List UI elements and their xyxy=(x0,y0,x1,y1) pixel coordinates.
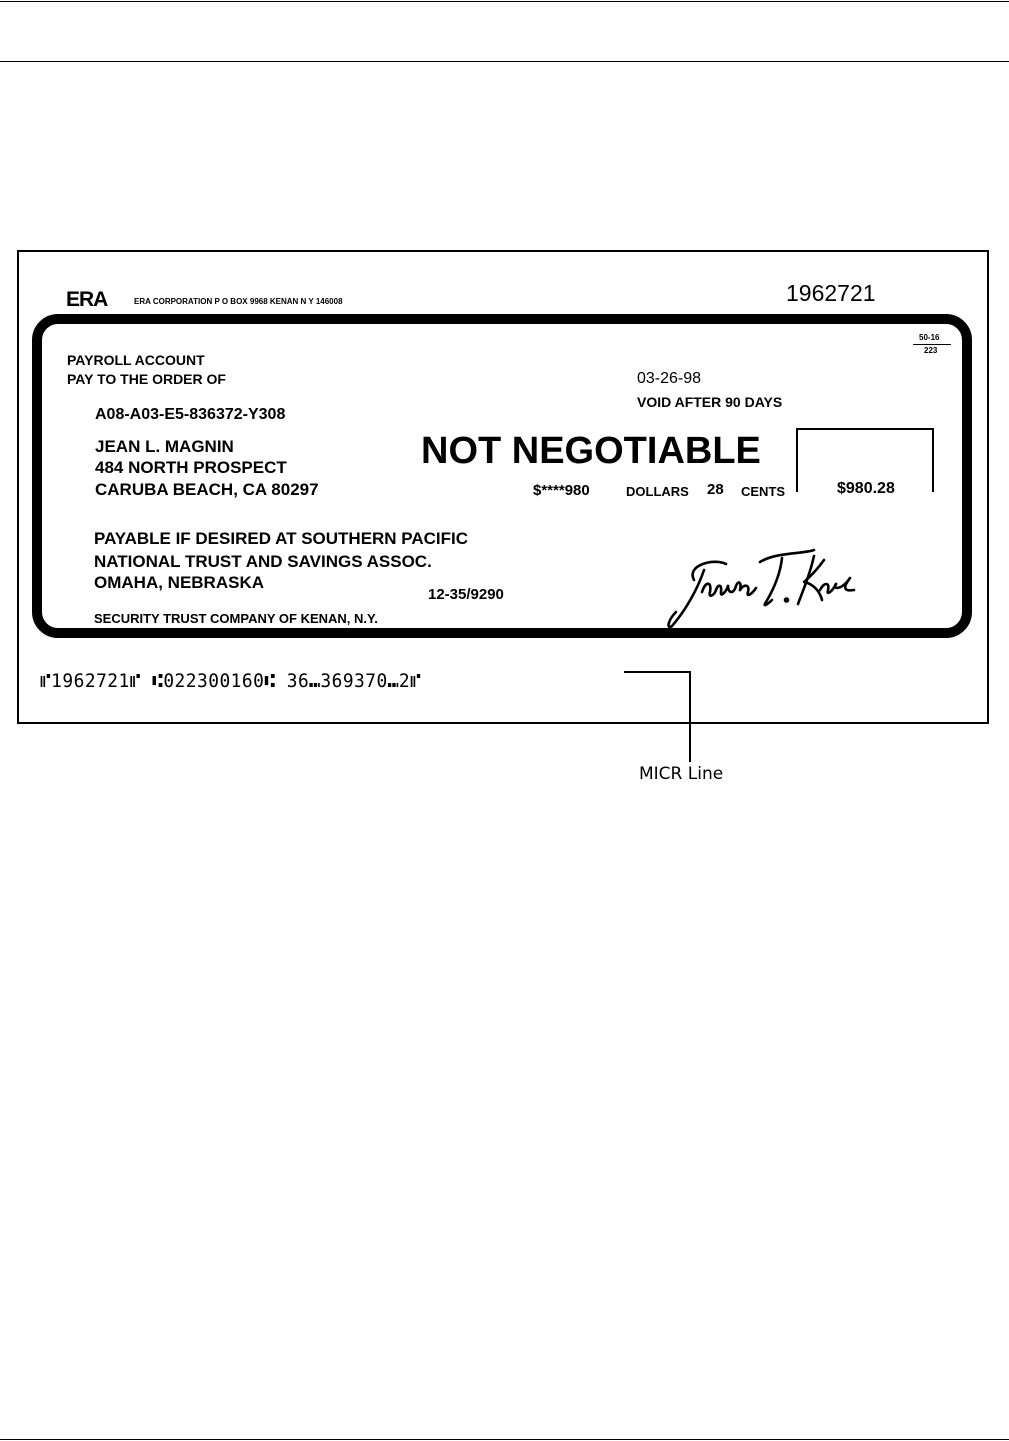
amount-cents-label: CENTS xyxy=(741,484,786,499)
bank-name: SECURITY TRUST COMPANY OF KENAN, N.Y. xyxy=(94,611,378,626)
payee-city: CARUBA BEACH, CA 80297 xyxy=(95,480,319,499)
footer-rule xyxy=(0,1439,1009,1440)
company-logo: ERA xyxy=(66,288,108,311)
payable-line-2: NATIONAL TRUST AND SAVINGS ASSOC. xyxy=(94,552,432,571)
account-label: PAYROLL ACCOUNT xyxy=(67,352,205,368)
micr-callout-label: MICR Line xyxy=(639,764,724,784)
void-notice: VOID AFTER 90 DAYS xyxy=(637,394,783,410)
routing-fraction-divider xyxy=(913,344,951,345)
routing-fraction-top: 50-16 xyxy=(919,333,940,342)
payee-name: JEAN L. MAGNIN xyxy=(95,437,234,456)
company-address: ERA CORPORATION P O BOX 9968 KENAN N Y 146008 xyxy=(134,297,343,306)
payable-line-1: PAYABLE IF DESIRED AT SOUTHERN PACIFIC xyxy=(94,529,469,548)
header-rule-bottom xyxy=(0,61,1009,62)
amount-dollars-value: $****980 xyxy=(533,482,590,499)
payee-street: 484 NORTH PROSPECT xyxy=(95,458,287,477)
routing-fraction-bottom: 223 xyxy=(924,346,938,355)
signature-image xyxy=(664,540,864,632)
micr-line: ⑈1962721⑈ ⑆022300160⑆ 36⑉369370⑉2⑈ xyxy=(40,670,422,692)
check-date: 03-26-98 xyxy=(637,370,702,387)
check-number: 1962721 xyxy=(786,280,876,306)
amount-numeric: $980.28 xyxy=(837,480,895,497)
header-rule-top xyxy=(0,1,1009,2)
payable-line-3: OMAHA, NEBRASKA xyxy=(94,573,264,592)
not-negotiable-stamp: NOT NEGOTIABLE xyxy=(421,430,761,472)
pay-to-label: PAY TO THE ORDER OF xyxy=(67,371,226,387)
amount-dollars-label: DOLLARS xyxy=(626,484,689,499)
amount-cents-value: 28 xyxy=(707,481,724,498)
transit-number: 12-35/9290 xyxy=(428,586,504,603)
reference-code: A08-A03-E5-836372-Y308 xyxy=(95,406,286,423)
